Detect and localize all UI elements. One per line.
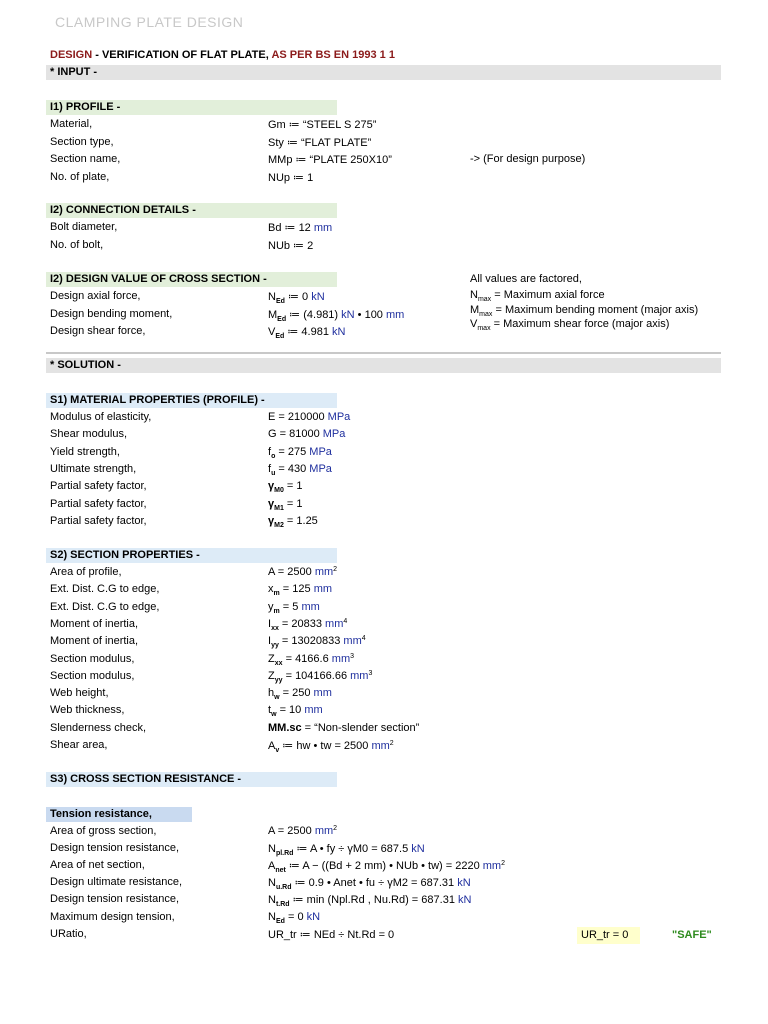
row-value: $\gamma_{M2} = 1.25$: [268, 514, 318, 529]
row-label: Area of net section,: [50, 859, 145, 872]
row-value: $Z_{yy} = 104166.66$ $mm^3$: [268, 669, 373, 684]
row-label: Moment of inertia,: [50, 635, 139, 648]
mmax-note: $M_{max}$ = Maximum bending moment (major axis): [470, 304, 699, 318]
divider: [46, 352, 721, 354]
row-label: Web thickness,: [50, 704, 125, 717]
s3-header: S3) CROSS SECTION RESISTANCE -: [46, 772, 337, 787]
row-label: Design tension resistance,: [50, 842, 180, 855]
row-value: $N_{Ed} = 0$ kN: [268, 910, 321, 925]
row-label: Ext. Dist. C.G to edge,: [50, 583, 160, 596]
factored-note: All values are factored,: [470, 273, 582, 285]
row-value: $t_w = 10$ mm: [268, 704, 323, 719]
row-value: $N_{Ed}$ ≔ 0 kN: [268, 291, 325, 305]
row-label: Design bending moment,: [50, 308, 173, 320]
s2-header: S2) SECTION PROPERTIES -: [46, 548, 337, 563]
row-value: $f_u = 430$ MPa: [268, 462, 332, 477]
row-value: Gm ≔ “STEEL S 275”: [268, 119, 377, 131]
row-value: A = 2500 $mm^2$: [268, 825, 338, 837]
row-label: Section name,: [50, 153, 121, 165]
row-label: Ext. Dist. C.G to edge,: [50, 600, 160, 613]
row-label: Partial safety factor,: [50, 514, 147, 527]
row-value: Sty ≔ “FLAT PLATE”: [268, 137, 372, 149]
row-label: Area of profile,: [50, 566, 122, 578]
row-label: Material,: [50, 118, 93, 130]
design-standard: AS PER BS EN 1993 1 1: [271, 49, 395, 61]
nmax-note: $N_{max}$ = Maximum axial force: [470, 289, 605, 303]
row-value: $A_{net}$ ≔ A − ((Bd + 2 mm) • NUb • tw) = 2220 $mm^2$: [268, 860, 505, 875]
row-label: Web height,: [50, 687, 109, 700]
design-line: [50, 49, 395, 61]
row-value: G = 81000 MPa: [268, 428, 346, 441]
row-label: Ultimate strength,: [50, 462, 137, 475]
solution-band: * SOLUTION -: [46, 358, 721, 373]
safe-status: "SAFE": [672, 929, 712, 941]
row-note: -> (For design purpose): [470, 153, 586, 165]
row-value: NUb ≔ 2: [268, 240, 314, 252]
row-label: No. of plate,: [50, 171, 110, 183]
row-value: $N_{t.Rd}$ ≔ min (Npl.Rd , Nu.Rd) = 687.31 kN: [268, 894, 472, 909]
design-desc: - VERIFICATION OF FLAT PLATE,: [92, 49, 272, 61]
i2b-header: I2) DESIGN VALUE OF CROSS SECTION -: [46, 272, 337, 287]
row-label: Section modulus,: [50, 652, 135, 665]
row-label: Moment of inertia,: [50, 617, 139, 630]
row-value: NUp ≔ 1: [268, 172, 314, 184]
row-label: Shear modulus,: [50, 428, 128, 441]
row-value: E = 210000 MPa: [268, 411, 351, 423]
row-value: $A_v$ ≔ hw • tw = 2500 $mm^2$: [268, 740, 394, 754]
row-value: $Z_{xx} = 4166.6$ $mm^3$: [268, 652, 355, 667]
design-label: DESIGN: [50, 49, 93, 61]
row-label: Design ultimate resistance,: [50, 876, 183, 889]
row-value: MM.sc = “Non-slender section”: [268, 721, 420, 734]
row-value: $\gamma_{M1} = 1$: [268, 497, 303, 512]
i2a-header: I2) CONNECTION DETAILS -: [46, 203, 337, 218]
row-label: No. of bolt,: [50, 239, 104, 251]
row-value: UR_tr ≔ NEd ÷ Nt.Rd = 0: [268, 928, 395, 941]
row-label: Design tension resistance,: [50, 893, 180, 906]
row-value: $N_{pl.Rd}$ ≔ A • fy ÷ γM0 = 687.5 kN: [268, 843, 425, 858]
row-value: $h_w = 250$ mm: [268, 687, 332, 702]
row-label: Shear area,: [50, 739, 108, 751]
row-value: $I_{yy} = 13020833$ $mm^4$: [268, 635, 366, 650]
row-value: $f_o = 275$ MPa: [268, 445, 332, 460]
row-value: $\gamma_{M0} = 1$: [268, 480, 303, 495]
row-label: Design shear force,: [50, 325, 146, 337]
ur-result-box: UR_tr = 0: [577, 927, 640, 944]
s1-header: S1) MATERIAL PROPERTIES (PROFILE) -: [46, 393, 337, 408]
tension-header: Tension resistance,: [46, 807, 192, 822]
row-value: $N_{u.Rd}$ ≔ 0.9 • Anet • fu ÷ γM2 = 687.31 kN: [268, 877, 471, 892]
page-title: CLAMPING PLATE DESIGN: [55, 14, 244, 30]
row-label: Bolt diameter,: [50, 221, 118, 233]
row-label: Partial safety factor,: [50, 497, 147, 510]
i1-header: I1) PROFILE -: [46, 100, 337, 115]
row-value: $x_m = 125$ mm: [268, 583, 333, 598]
row-label: Area of gross section,: [50, 825, 157, 837]
row-label: URatio,: [50, 927, 87, 940]
row-label: Yield strength,: [50, 445, 120, 458]
vmax-note: $V_{max}$ = Maximum shear force (major axis): [470, 318, 670, 332]
row-value: $M_{Ed}$ ≔ (4.981) kN • 100 mm: [268, 309, 405, 323]
row-value: $y_m = 5$ mm: [268, 600, 320, 615]
row-value: A = 2500 $mm^2$: [268, 566, 338, 578]
input-band: * INPUT -: [46, 65, 721, 80]
row-label: Section type,: [50, 136, 114, 148]
row-value: $I_{xx} = 20833$ $mm^4$: [268, 617, 348, 632]
row-value: Bd ≔ 12 mm: [268, 222, 333, 234]
row-value: $V_{Ed}$ ≔ 4.981 kN: [268, 326, 346, 340]
row-value: MMp ≔ “PLATE 250X10”: [268, 154, 392, 166]
row-label: Slenderness check,: [50, 721, 146, 734]
row-label: Design axial force,: [50, 290, 141, 302]
row-label: Section modulus,: [50, 669, 135, 682]
row-label: Modulus of elasticity,: [50, 411, 152, 423]
row-label: Partial safety factor,: [50, 480, 147, 493]
row-label: Maximum design tension,: [50, 910, 175, 923]
